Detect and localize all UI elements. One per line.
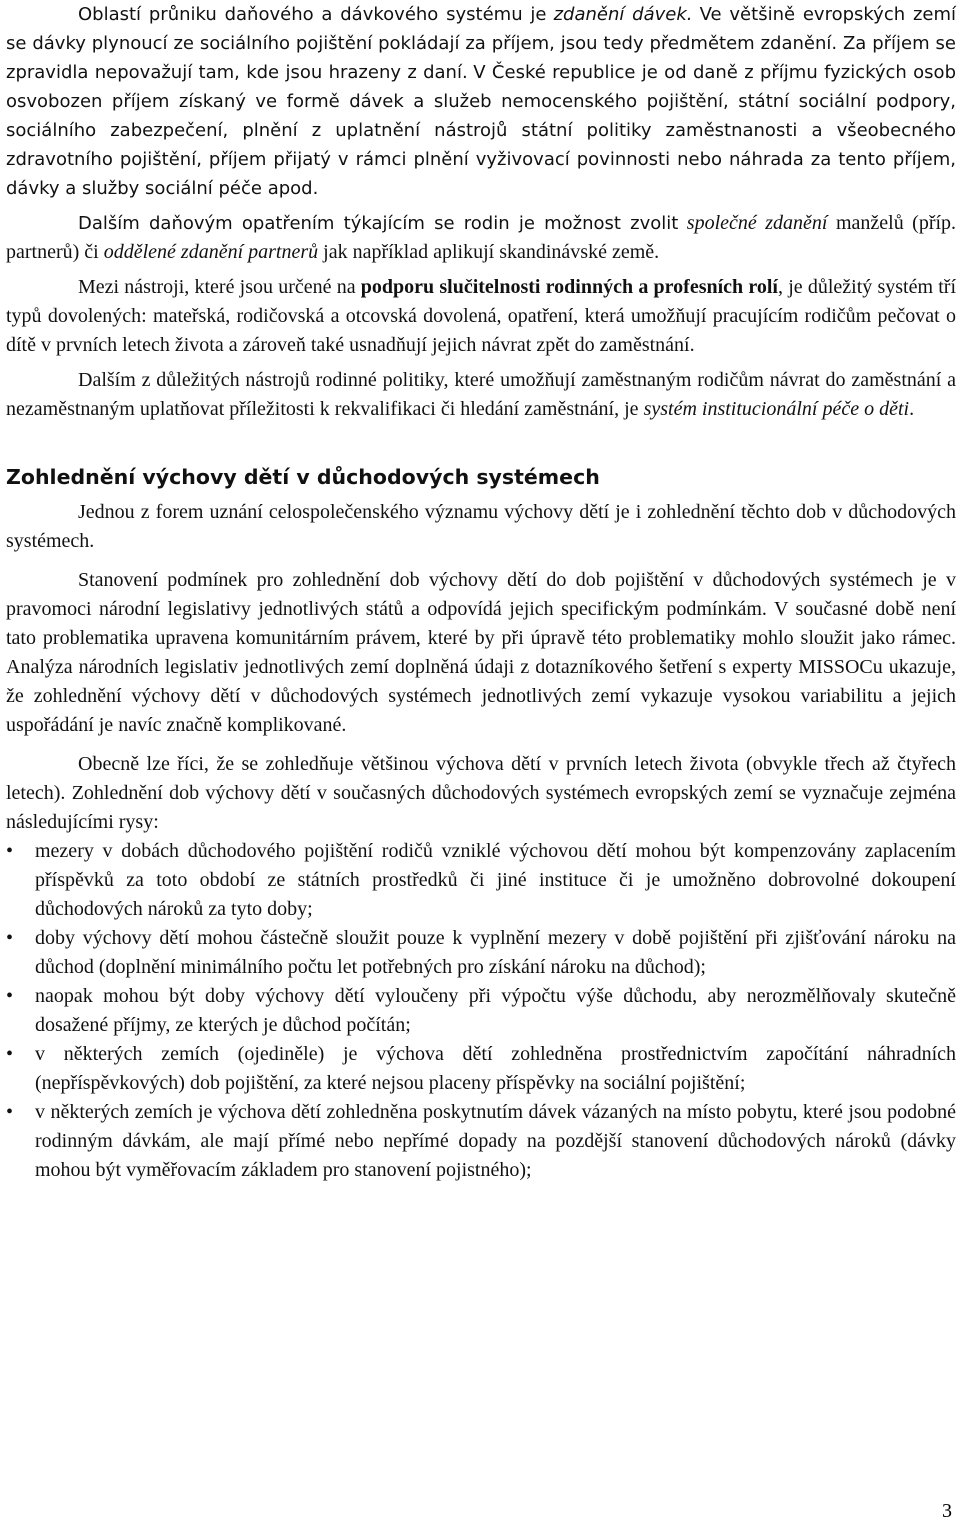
feature-list [6, 837, 956, 1185]
paragraph-part: jak například aplikují skandinávské země. [323, 241, 660, 263]
paragraph-part: manželů (příp. partnerů) či [6, 212, 957, 263]
bullet-icon: • [6, 985, 14, 1007]
list-item [6, 1040, 956, 1098]
list-item [6, 924, 956, 982]
emphasis-text: zdanění dávek. [553, 4, 693, 25]
list-item-text: v některých zemích (ojediněle) je výchova dětí zohledněna prostřednictvím započítání náhradních (nepříspěvkových) dob pojištění, za které nejsou placeny příspěvky na sociální pojištění; [35, 1043, 956, 1094]
paragraph-work-family-balance [6, 273, 956, 360]
bullet-icon: • [6, 840, 14, 862]
list-item-text: mezery v dobách důchodového pojištění rodičů vzniklé výchovou dětí mohou být kompenzovány zaplacením příspěvků za toto období ze státních prostředků či jiné instituce či je umožněno dobrovolné dokoupení důchodových nároků za tyto doby; [35, 840, 956, 920]
paragraph-part: Ve většině evropských zemí se dávky plynoucí ze sociálního pojištění pokládají za příjem, jsou tedy předmětem zdanění. Za příjem se zpravidla nepovažují tam, kde jsou hrazeny z daní. [6, 4, 957, 83]
section-heading: Zohlednění výchovy dětí v důchodových systémech [6, 465, 600, 489]
document-page [6, 0, 956, 1185]
paragraph-part: V České republice je od daně z příjmu fyzických osob osvobozen příjem získaný ve formě dávek a služeb nemocenského pojištění, státní sociální podpory, sociálního zabezpečení, plnění z uplatnění nástrojů státní politiky zaměstnanosti a všeobecného zdravotního pojištění, příjem přijatý v rámci plnění vyživovací povinnosti nebo náhrada za tento příjem, dávky a služby sociální péče apod. [6, 62, 956, 199]
paragraph-part: Dalším z důležitých nástrojů rodinné politiky, které umožňují zaměstnaným rodičům návrat do zaměstnání a nezaměstnaným uplatňovat příležitosti k rekvalifikaci či hledání zaměstnání, je [6, 369, 956, 420]
list-item [6, 982, 956, 1040]
paragraph-national-legislation: Stanovení podmínek pro zohlednění dob výchovy dětí do dob pojištění v důchodových systémech je v pravomoci národní legislativy jednotlivých států a odpovídá jejich specifickým podmínkám. V současné době není tato problematika upravena komunitárním právem, které by při úpravě této problematiky mohlo sloužit jako rámec. Analýza národních legislativ jednotlivých zemí doplněná údaji z dotazníkového šetření s experty MISSOCu ukazuje, že zohlednění výchovy dětí v důchodových systémech jednotlivých zemí vykazuje vysokou variabilitu a jejich uspořádání je navíc značně komplikované. [6, 569, 956, 736]
bullet-icon: • [6, 1043, 14, 1065]
paragraph-childcare-system [6, 366, 956, 424]
list-item [6, 1098, 956, 1185]
emphasis-text: oddělené zdanění partnerů [103, 241, 319, 263]
paragraph-part: , je důležitý systém tří typů dovolených: mateřská, rodičovská a otcovská dovolená, opatření, která umožňují pracujícím rodičům pečovat o dítě v prvních letech života a zároveň také usnadňují jejich návrat zpět do zaměstnání. [6, 276, 956, 356]
emphasis-text: společné zdanění [686, 212, 828, 234]
paragraph-general-features: Obecně lze říci, že se zohledňuje většinou výchova dětí v prvních letech života (obvykle třech až čtyřech letech). Zohlednění dob výchovy dětí v současných důchodových systémech evropských zemí se vyznačuje zejména následujícími rysy: [6, 753, 956, 833]
list-item-text: naopak mohou být doby výchovy dětí vyloučeny při výpočtu výše důchodu, aby nerozmělňovaly skutečně dosažené příjmy, ze kterých je důchod počítán; [35, 985, 956, 1036]
list-item-text: v některých zemích je výchova dětí zohledněna poskytnutím dávek vázaných na místo pobytu, které jsou podobné rodinným dávkám, ale mají přímé nebo nepřímé dopady na pozdější stanovení důchodových nároků (dávky mohou být vyměřovacím základem pro stanovení pojistného); [35, 1101, 956, 1181]
paragraph-part: Mezi nástroji, které jsou určené na [78, 276, 356, 298]
paragraph-intro: Jednou z forem uznání celospolečenského významu výchovy dětí je i zohlednění těchto dob v důchodových systémech. [6, 501, 956, 552]
paragraph-part: . [909, 398, 915, 420]
list-item-text: doby výchovy dětí mohou částečně sloužit pouze k vyplnění mezery v době pojištění při zjišťování nároku na důchod (doplnění minimálního počtu let potřebných pro získání nároku na důchod); [35, 927, 956, 978]
list-item [6, 837, 956, 924]
emphasis-text: systém institucionální péče o děti [643, 398, 910, 420]
paragraph-part: Dalším daňovým opatřením týkajícím se rodin je možnost zvolit [78, 213, 679, 234]
paragraph-part: Oblastí průniku daňového a dávkového systému je [78, 4, 547, 25]
paragraph-taxation-of-benefits [6, 0, 956, 203]
paragraph-joint-taxation [6, 209, 956, 267]
bullet-icon: • [6, 1101, 14, 1123]
bullet-icon: • [6, 927, 14, 949]
page-number: 3 [942, 1500, 952, 1522]
bold-text: podporu slučitelnosti rodinných a profesních rolí [360, 276, 778, 298]
